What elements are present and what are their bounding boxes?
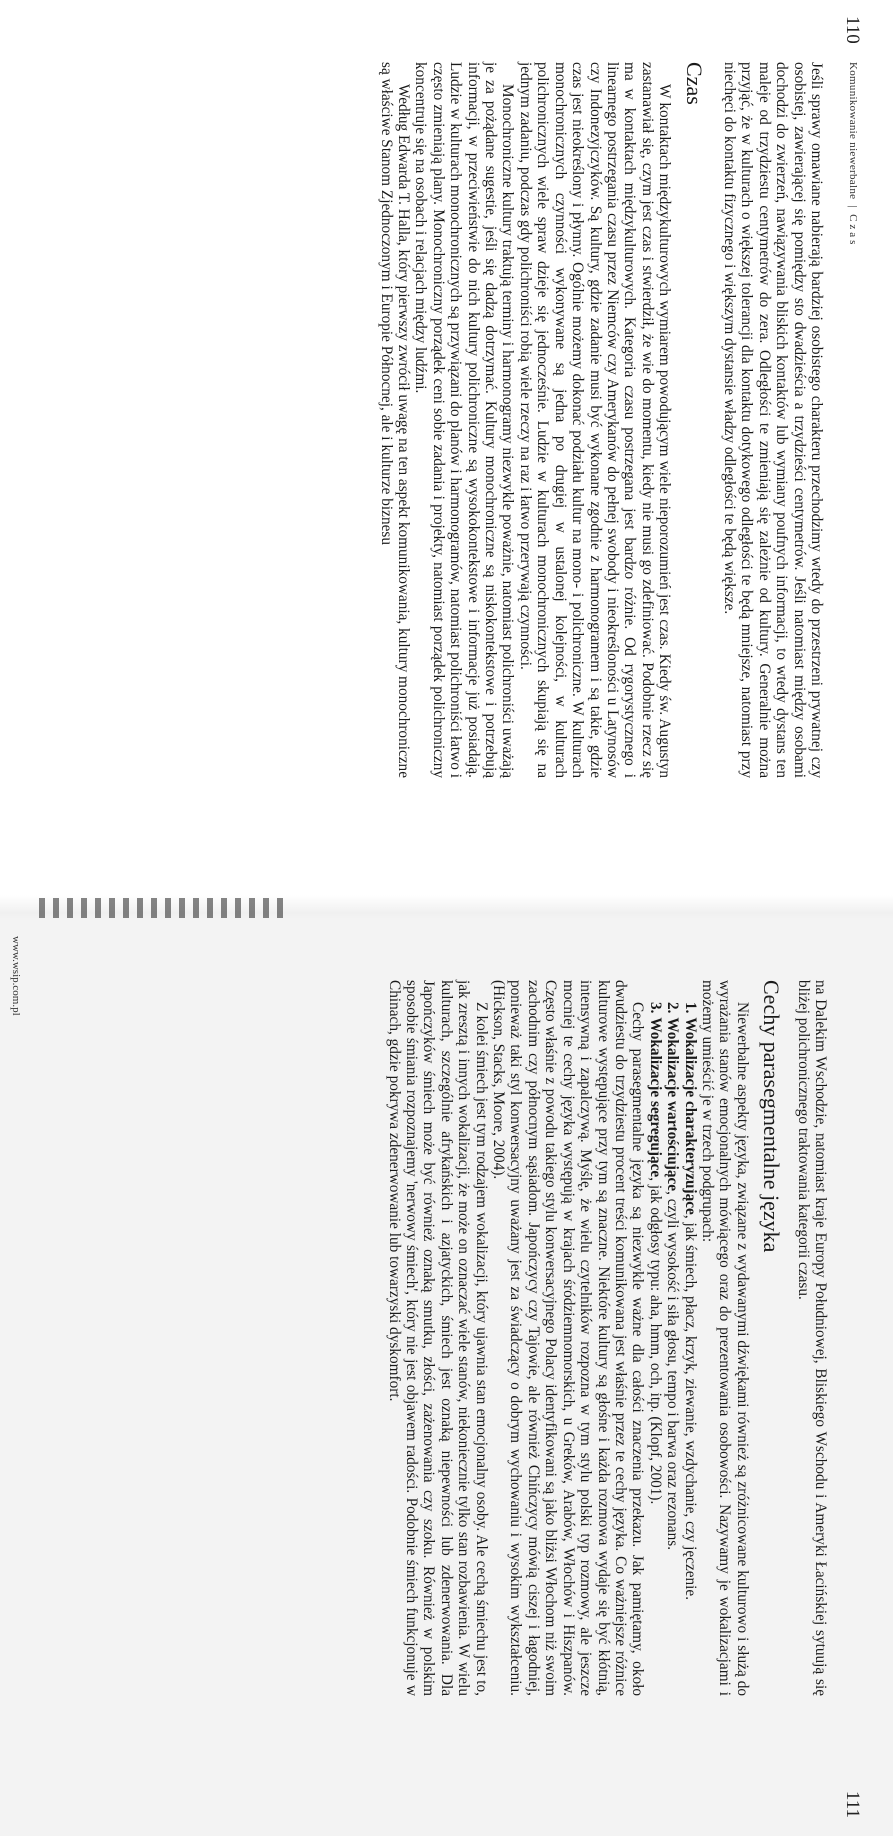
running-head bbox=[847, 62, 859, 247]
left-page-number: 110 bbox=[842, 16, 863, 44]
list-item-text: , czyli wysokość i siła głosu, tempo i barwa oraz rezonans. bbox=[664, 1191, 682, 1551]
list-item bbox=[646, 980, 663, 1696]
paragraph: Monochroniczne kultury traktują terminy i harmonogramy niezwykle poważnie, natomiast polichroniści uważają je za pożądane sugestie, jeśli się dadzą dotrzymać. Kultury monochroniczne są niskokontekstowe i potrzebują informacji, w przeciwieństwie do nich kultury polichroniczne są wysokokontekstowe i informacje już posiadają. Ludzie w kulturach monochronicznych są przywiązani do planów i harmonogramów, natomiast polichroniści łatwo i często zmieniają plany. Monochroniczny porządek ceni sobie zadania i projekty, natomiast porządek polichroniczny koncentruje się na osobach i relacjach między ludźmi. bbox=[412, 62, 517, 778]
section-heading-czas: Czas bbox=[681, 62, 707, 105]
left-text-column bbox=[377, 62, 825, 778]
footer-url: www.wsip.com.pl bbox=[10, 936, 22, 1016]
list-item-term: Wokalizacje wartościujące bbox=[664, 1017, 682, 1192]
continuation-paragraph: na Dalekim Wschodzie, natomiast kraje Europy Południowej, Bliskiego Wschodu i Ameryki Łacińskiej sytuują się bliżej polichronicznego traktowania kategorii czasu. bbox=[794, 980, 829, 1696]
gutter-scan-artifact bbox=[33, 898, 283, 920]
list-item-term: Wokalizacje segregujące bbox=[646, 1017, 664, 1178]
section-heading-cechy-parasegmentalne: Cechy parasegmentalne języka bbox=[759, 980, 785, 1253]
right-page-number: 111 bbox=[842, 1790, 863, 1818]
list-item-text: , jak odgłosy typu: aha, hmm, och, itp. (Klopf, 2001). bbox=[646, 1177, 664, 1505]
paragraph: Według Edwarda T. Halla, który pierwszy zwrócił uwagę na ten aspekt komunikowania, kultury monochroniczne są właściwe Stanom Zjednoczonym i Europie Północnej, ale i kulturze biznesu bbox=[377, 62, 413, 778]
list-item-text: , jak śmiech, płacz, krzyk, ziewanie, wzdychanie, czy jęczenie. bbox=[681, 1214, 699, 1601]
paragraph: Z kolei śmiech jest tym rodzajem wokalizacji, który ujawnia stan emocjonalny osoby. Ale cechą śmiechu jest to, jak zresztą i innych wokalizacji, że może on oznaczać wiele stanów, niekoniecznie tylko stan rozbawienia. W wielu kulturach, szczególnie afrykańskich i azjatyckich, śmiech jest oznaką niepewności lub zdenerwowania. Dla Japończyków śmiech może być również oznaką smutku, złości, zażenowania czy szoku. Również w polskim sposobie śmiania rozpoznajemy 'nerwowy śmiech', który nie jest objawem radości. Podobnie śmiech funkcjonuje w Chinach, gdzie pokrywa zdenerwowanie lub towarzyski dyskomfort. bbox=[385, 980, 490, 1696]
list-item-number: 1. bbox=[681, 1002, 699, 1014]
paragraph: W kontaktach międzykulturowych wymiarem powodującym wiele nieporozumień jest czas. Kiedy św. Augustyn zastanawiał się, czym jest czas i stwierdził, że wie do momentu, kiedy nie musi go zdefiniować. Podobnie rzecz się ma w kontaktach międzykulturowych. Kategoria czasu postrzegana jest bardzo różnie. Od rygorystycznego i linearnego postrzegania czasu przez Niemców czy Amerykanów do pełnej swobody i nieokreśloności u Latynosów czy Indonezyjczyków. Są kultury, gdzie zadanie musi być wykonane zgodnie z harmonogramem i są takie, gdzie czas jest nieokreślony i płynny. Ogólnie możemy dokonać podziału kultur na mono- i polichroniczne. W kulturach monochronicznych czynności wykonywane są jedna po drugiej w ustalonej kolejności, w kulturach polichronicznych wiele spraw dzieje się jednocześnie. Ludzie w kulturach monochronicznych skupiają się na jednym zadaniu, podczas gdy polichroniści robią wiele rzeczy na raz i łatwo przerywają czynności. bbox=[516, 62, 674, 778]
right-intro-paragraph: Niewerbalne aspekty języka, związane z wydawanymi dźwiękami również są zróżnicowane kulturowo i służą do wyrażania stanów emocjonalnych mówiącego oraz do prezentowania osobowości. Nazywamy je wokalizacjami i możemy umieścić je w trzech podgrupach: bbox=[698, 980, 751, 1696]
running-head-section: Czas bbox=[847, 214, 859, 248]
list-item bbox=[681, 980, 698, 1696]
list-item-number: 2. bbox=[664, 1002, 682, 1014]
list-item bbox=[664, 980, 681, 1696]
list-item-term: Wokalizacje charakteryzujące bbox=[681, 1017, 699, 1215]
running-head-title: Komunikowanie niewerbalne bbox=[847, 62, 859, 200]
right-text-column bbox=[385, 980, 829, 1696]
list-item-number: 3. bbox=[646, 1002, 664, 1014]
left-intro-paragraph: Jeśli sprawy omawiane nabierają bardziej osobistego charakteru przechodzimy wtedy do przestrzeni prywatnej czy osobistej, zawierającej się pomiędzy sto dwadzieścia a trzydzieści centymetrów. Jeśli natomiast między osobami dochodzi do zwierzeń, nawiązywania bliskich kontaktów lub wymiany poufnych informacji, to wtedy dystans ten maleje od trzydziestu centymetrów do zera. Odległości te zmieniają się zależnie od kultury. Generalnie można przyjąć, że w kulturach o większej tolerancji dla kontaktu dotykowego odległości te będą mniejsze, natomiast przy niechęci do kontaktu fizycznego i większym dystansie władzy odległości te będą większe. bbox=[720, 62, 825, 778]
running-head-separator: | bbox=[847, 205, 859, 208]
right-page bbox=[0, 918, 893, 1836]
paragraph: Cechy parasegmentalne języka są niezwykle ważne dla całości znaczenia przekazu. Jak pamiętamy, około dwudziestu do trzydziestu procent treści komunikowana jest właśnie przez te cechy języka. Co ważniejsze różnice kulturowe występujące przy tym są znaczne. Niektóre kultury są głośne i każda rozmowa wydaje się być kłótnią, intensywną i zapalczywą. Myślę, że wielu czytelników rozpozna w tym stylu polski typ rozmowy, ale jeszcze mocniej te cechy języka występują w krajach śródziemnomorskich, u Greków, Arabów, Włochów i Hiszpanów. Często właśnie z powodu takiego stylu konwersacyjnego Polacy identyfikowani są jako bliżsi Włochom niż swoim zachodnim czy północnym sąsiadom. Japończycy czy Tajowie, ale również Chińczycy mówią ciszej i łagodniej, ponieważ taki styl konwersacyjny uważany jest za świadczący o dobrym wychowaniu i wysokim wykształceniu. (Hickson, Stacks, Moore, 2004). bbox=[490, 980, 647, 1696]
